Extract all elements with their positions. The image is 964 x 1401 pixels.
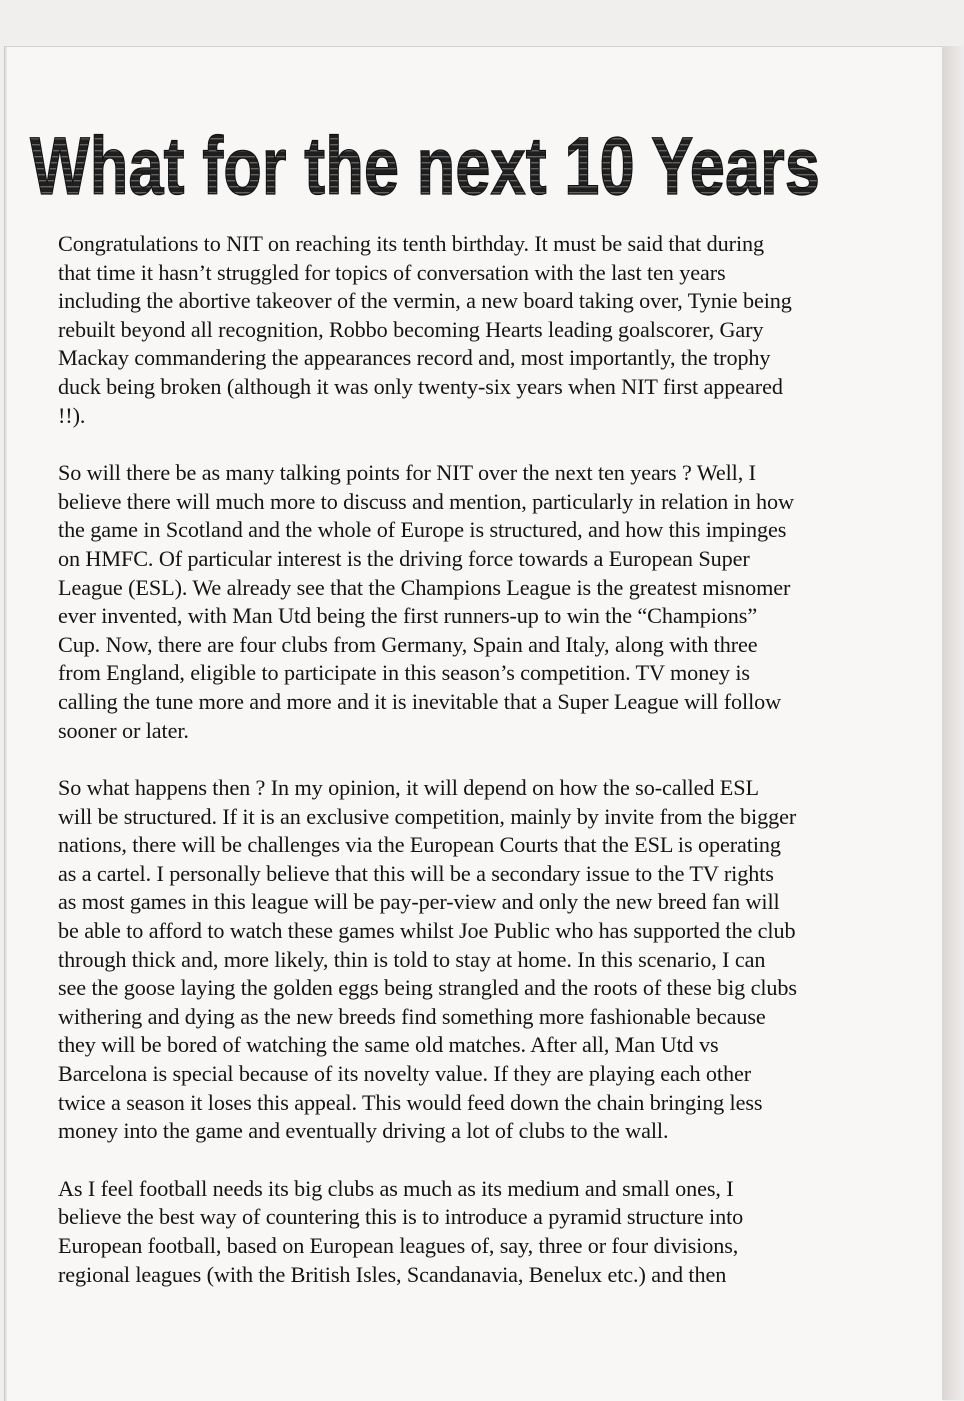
article-body [58, 230, 888, 1318]
paragraph-1: Congratulations to NIT on reaching its tenth birthday. It must be said that during that time it hasn’t struggled for topics of conversation with the last ten years including the abortive takeover of the vermin, a new board taking over, Tynie being rebuilt beyond all recognition, Robbo becoming Hearts leading goalscorer, Gary Mackay commandering the appearances record and, most importantly, the trophy duck being broken (although it was only twenty-six years when NIT first appeared !!). [58, 231, 792, 428]
headline [30, 110, 830, 210]
paragraph-2: So will there be as many talking points for NIT over the next ten years ? Well, I believe there will much more to discuss and mention, particularly in relation in how the game in Scotland and the whole of Europe is structured, and how this impinges on HMFC. Of particular interest is the driving force towards a European Super League (ESL). We already see that the Champions League is the greatest misnomer ever invented, with Man Utd being the first runners-up to win the “Champions” Cup. Now, there are four clubs from Germany, Spain and Italy, along with three from England, eligible to participate in this season’s competition. TV money is calling the tune more and more and it is inevitable that a Super League will follow sooner or later. [58, 460, 794, 743]
headline-graphic [30, 110, 830, 210]
page-edge-shadow [942, 46, 964, 1400]
headline-text: What for the next 10 Years [30, 121, 820, 212]
paragraph-3: So what happens then ? In my opinion, it will depend on how the so-called ESL will be structured. If it is an exclusive competition, mainly by invite from the bigger nations, there will be challenges via the European Courts that the ESL is operating as a cartel. I personally believe that this will be a secondary issue to the TV rights as most games in this league will be pay-per-view and only the new breed fan will be able to afford to watch these games whilst Joe Public who has supported the club through thick and, more likely, thin is told to stay at home. In this scenario, I can see the goose laying the golden eggs being strangled and the roots of these big clubs withering and dying as the new breeds find something more fashionable because they will be bored of watching the same old matches. After all, Man Utd vs Barcelona is special because of its novelty value. If they are playing each other twice a season it loses this appeal. This would feed down the chain bringing less money into the game and eventually driving a lot of clubs to the wall. [58, 775, 797, 1144]
paragraph-4: As I feel football needs its big clubs as much as its medium and small ones, I believe the best way of countering this is to introduce a pyramid structure into European football, based on European leagues of, say, three or four divisions, regional leagues (with the British Isles, Scandanavia, Benelux etc.) and then [58, 1175, 744, 1287]
